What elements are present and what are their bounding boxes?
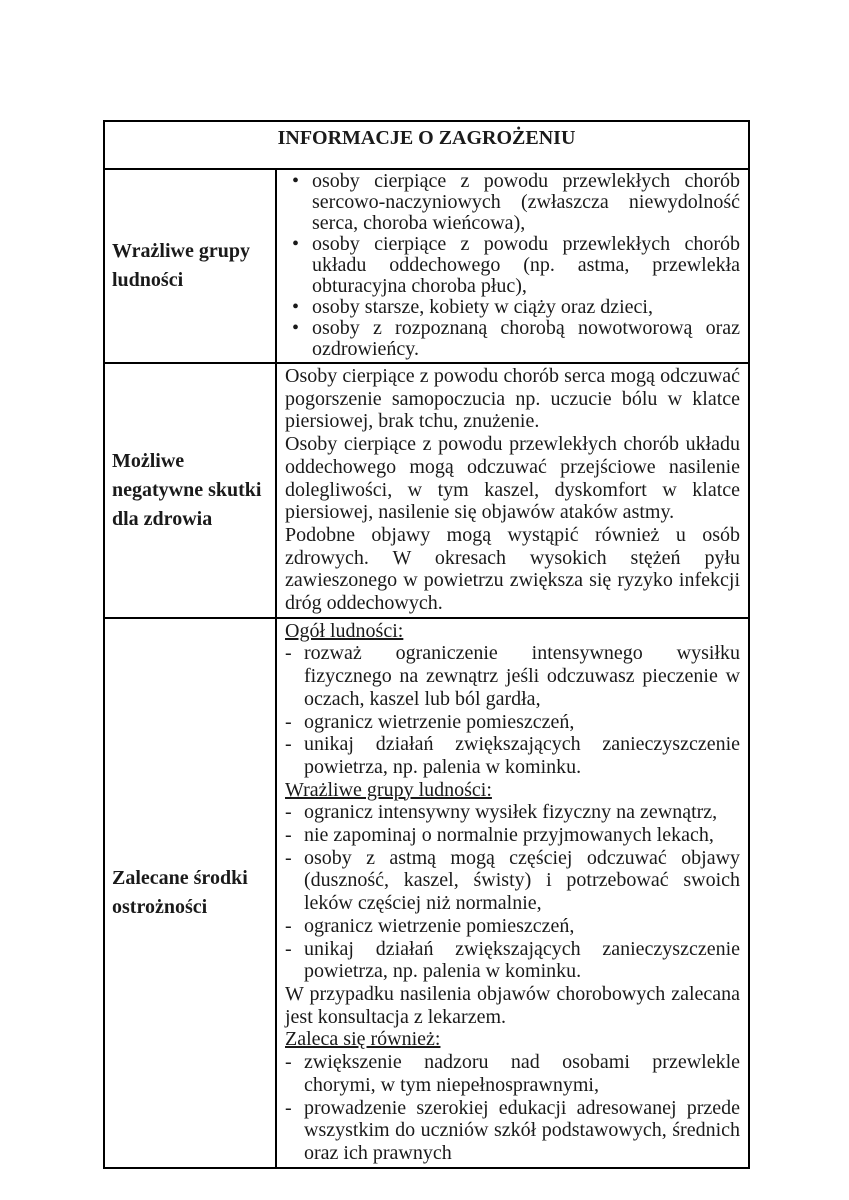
dash-marker: -	[285, 1096, 292, 1119]
bullet-marker: •	[292, 233, 300, 255]
dash-marker: -	[285, 914, 292, 937]
hazard-info-table	[103, 120, 750, 1169]
bullet-marker: •	[292, 296, 300, 318]
dash-item	[285, 824, 740, 847]
item-text: ogranicz intensywny wysiłek fizyczny na zewnątrz,	[304, 801, 718, 824]
dash-item	[285, 938, 740, 983]
bullet-item	[285, 297, 740, 318]
item-text: unikaj działań zwiększających zanieczyszczenie powietrza, np. palenia w kominku.	[304, 733, 741, 778]
table-row	[104, 618, 749, 1168]
table-title: INFORMACJE O ZAGROŻENIU	[104, 121, 749, 169]
row-label-cell	[104, 169, 276, 363]
item-text: unikaj działań zwiększających zanieczyszczenie powietrza, np. palenia w kominku.	[304, 937, 741, 983]
item-text: ogranicz wietrzenie pomieszczeń,	[304, 710, 575, 733]
item-text: osoby z astmą mogą częściej odczuwać objawy (duszność, kaszel, świsty) i potrzebować swoich leków częściej niż normalnie,	[304, 846, 741, 915]
item-text: osoby starsze, kobiety w ciąży oraz dzieci,	[312, 296, 653, 318]
bullet-marker: •	[292, 170, 300, 192]
dash-marker: -	[285, 824, 292, 847]
item-text: osoby cierpiące z powodu przewlekłych chorób sercowo-naczyniowych (zwłaszcza niewydolność serca, choroba wieńcowa),	[312, 170, 741, 234]
row-content-cell	[276, 363, 749, 618]
content-paragraph: W przypadku nasilenia objawów chorobowych zalecana jest konsultacja z lekarzem.	[285, 982, 741, 1028]
section-heading: Zaleca się również:	[285, 1028, 441, 1051]
section-heading: Wrażliwe grupy ludności:	[285, 778, 492, 801]
row-label: Zalecane środki ostrożności	[112, 866, 248, 918]
content-paragraph: Osoby cierpiące z powodu chorób serca mogą odczuwać pogorszenie samopoczucia np. uczucie bólu w klatce piersiowej, brak tchu, znużenie.	[285, 365, 741, 433]
bullet-item	[285, 171, 740, 234]
dash-item	[285, 642, 740, 710]
dash-marker: -	[285, 642, 292, 665]
table-row	[104, 169, 749, 363]
item-text: zwiększenie nadzoru nad osobami przewlekle chorymi, w tym niepełnosprawnymi,	[304, 1051, 741, 1096]
dash-marker: -	[285, 1051, 292, 1074]
dash-marker: -	[285, 846, 292, 869]
item-text: prowadzenie szerokiej edukacji adresowanej przede wszystkim do uczniów szkół podstawowych, średnich oraz ich prawnych	[304, 1096, 741, 1164]
table-body	[104, 121, 749, 1168]
item-text: osoby cierpiące z powodu przewlekłych chorób układu oddechowego (np. astma, przewlekła obturacyjna choroba płuc),	[312, 233, 741, 297]
row-label: Możliwe negatywne skutki dla zdrowia	[112, 449, 262, 530]
dash-marker: -	[285, 937, 292, 960]
item-text: rozważ ograniczenie intensywnego wysiłku fizycznego na zewnątrz jeśli odczuwasz pieczenie w oczach, kaszel lub ból gardła,	[304, 642, 741, 710]
dash-item	[285, 1097, 740, 1165]
table-header-row	[104, 121, 749, 169]
item-text: ogranicz wietrzenie pomieszczeń,	[304, 914, 575, 937]
content-paragraph: Podobne objawy mogą wystąpić również u osób zdrowych. W okresach wysokich stężeń pyłu zawieszonego w powietrzu zwiększa się ryzyko infekcji dróg oddechowych.	[285, 523, 741, 615]
dash-marker: -	[285, 710, 292, 733]
row-content-cell	[276, 169, 749, 363]
table-row	[104, 363, 749, 618]
dash-item	[285, 1051, 740, 1096]
dash-marker: -	[285, 733, 292, 756]
row-content-cell	[276, 618, 749, 1168]
section-heading: Ogół ludności:	[285, 619, 404, 642]
row-label: Wrażliwe grupy ludności	[112, 240, 250, 291]
dash-item	[285, 711, 740, 734]
item-text: osoby z rozpoznaną chorobą nowotworową oraz ozdrowieńcy.	[312, 317, 741, 360]
bullet-item	[285, 234, 740, 297]
row-label-cell	[104, 363, 276, 618]
dash-item	[285, 847, 740, 915]
dash-item	[285, 801, 740, 824]
content-paragraph: Osoby cierpiące z powodu przewlekłych chorób układu oddechowego mogą odczuwać przejściowe nasilenie dolegliwości, w tym kaszel, dyskomfort w klatce piersiowej, nasilenie się objawów ataków astmy.	[285, 433, 741, 524]
bullet-marker: •	[292, 317, 300, 339]
dash-item	[285, 733, 740, 778]
item-text: nie zapominaj o normalnie przyjmowanych lekach,	[304, 824, 714, 847]
bullet-item	[285, 318, 740, 360]
row-label-cell	[104, 618, 276, 1168]
dash-item	[285, 915, 740, 938]
dash-marker: -	[285, 801, 292, 824]
